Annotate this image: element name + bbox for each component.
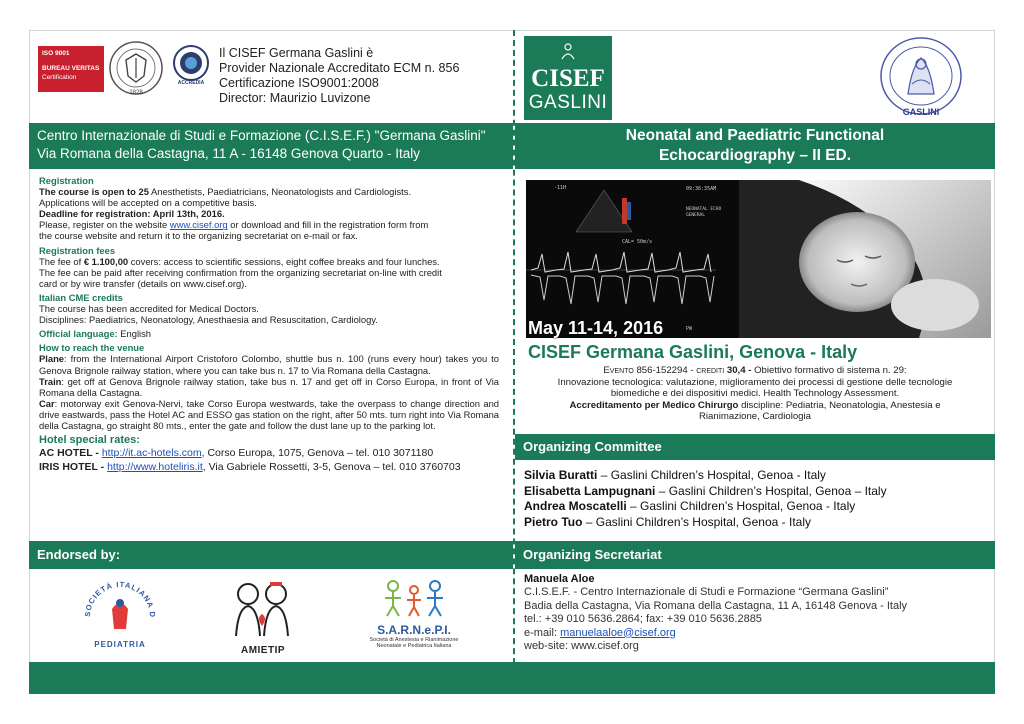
provider-line: Provider Nazionale Accreditato ECM n. 856 [219,61,460,75]
sarnepi-logo [355,578,473,658]
registration-capacity: The course is open to 25 [39,186,149,198]
hotel-item [39,446,499,460]
fees-heading: Registration fees [39,244,116,256]
hotel-link[interactable]: http://www.hoteliris.it [107,461,203,474]
hotel-details: , Via Gabriele Rossetti, 3-5, Genova – tel. 010 3760703 [202,461,461,474]
sip-logo [80,575,160,657]
crediti-value: 30,4 - [724,365,752,376]
iso-badge-line: ISO 9001 [42,50,70,57]
plane-label: Plane [39,353,65,365]
hotel-details: , Corso Europa, 1075, Genova – tel. 010 3071180 [201,447,434,460]
registration-line: Applications will be accepted on a competitive basis. [39,197,257,209]
cisef-logo-bottom: GASLINI [528,92,608,113]
registration-line [39,219,499,230]
accreditation-text: discipline: Pediatria, Neonatologia, Anestesia e [738,399,941,411]
hotel-link[interactable]: http://it.ac-hotels.com [101,447,202,460]
cisef-emblem-icon [558,41,578,61]
train-text: : get off at Genova Brignole railway station, take bus n. 17 and get off in Corso Europa, in front of Via Romana della Castagna. [39,375,499,398]
member-name: Elisabetta Lampugnani [524,483,656,498]
provider-line: Director: Maurizio Luvizone [219,91,371,105]
center-address-band [29,123,513,169]
committee-heading: Organizing Committee [523,439,662,454]
fees-line [39,256,499,267]
plane-text: : from the International Airport Cristoforo Colombo, shuttle bus n. 100 (runs every hour) takes you to Genova Brignole railway station, where you can take bus n. 17 to Via Romana della Castagna. [39,353,499,376]
member-name: Andrea Moscatelli [524,499,627,513]
hotel-name: IRIS HOTEL - [39,461,108,474]
course-title-line1: Neonatal and Paediatric Functional [625,127,885,144]
cisef-gaslini-logo [524,36,612,120]
accredia-label: ACCREDIA [177,80,205,86]
amietip-logo [228,578,298,656]
footer-band [29,662,995,694]
sarnepi-subtitle: Società di Anestesia e Rianimazione [369,637,459,643]
cme-line: The course has been accredited for Medical Doctors. [39,303,259,315]
echo-label: 09:36:35AM [686,186,717,192]
accredia-logo [172,44,210,86]
course-title-band [515,123,995,169]
committee-member [524,499,984,515]
bv-seal-year: 1828 [129,90,143,96]
venue-plane [39,353,499,375]
accreditation-line: Rianimazione, Cardiologia [699,411,811,423]
evento-line [520,365,990,377]
accreditation-line [520,400,990,412]
train-label: Train [39,375,62,387]
fees-text: covers: access to scientific sessions, eight coffee breaks and four lunches. [128,255,440,267]
date-overlay: May 11-14, 2016 [528,318,664,338]
registration-text: Please, register on the website [39,219,170,231]
amietip-label: AMIETIP [240,645,286,656]
cisef-logo-top: CISEF [531,65,605,92]
course-title-line2: Echocardiography – II ED. [658,147,852,164]
registration-audience: Anesthetists, Paediatricians, Neonatologists and Cardiologists. [148,186,412,198]
iso-badge-line: Certification [42,74,77,81]
echo-label: GENERAL [686,213,705,218]
gaslini-seal-label: GASLINI [902,107,940,117]
secretariat-email-line [524,627,984,640]
member-affiliation: – Gaslini Children’s Hospital, Genoa - Italy [626,499,856,513]
sip-bottom-text: PEDIATRIA [94,640,146,649]
sip-pediatria-logo-icon [80,575,160,657]
fees-text: The fee of [39,255,84,267]
fee-amount: € 1.100,00 [83,255,129,267]
innovation-line: biomediche e dei dispositivi medici. Health Technology Assessment. [610,388,900,400]
registration-line [39,186,499,197]
venue-train [39,376,499,398]
secretariat-name: Manuela Aloe [524,573,595,585]
fees-line: card or by wire transfer (details on www.cisef.org). [39,277,247,289]
sarnepi-subtitle: Neonatale e Pediatrica Italiana [376,643,452,649]
sarnepi-title: S.A.R.N.e.P.I. [377,623,451,637]
echo-label: NEONATAL ECHO [686,207,722,212]
committee-member [524,468,984,484]
language-line [39,328,499,339]
crediti-label: crediti [696,365,725,376]
member-affiliation: – Gaslini Children’s Hospital, Genoa - Italy [582,514,812,529]
center-name: Centro Internazionale di Studi e Formazione (C.I.S.E.F.) "Germana Gaslini" [37,128,486,143]
registration-text: or download and fill in the registration form from [227,219,429,231]
committee-member [524,515,984,531]
car-text: : motorway exit Genova-Nervi, take Corso Europa westwards, take the overpass to change direction and drive eastwards, pass the Hotel AC and ESSO gas station on the right, after 50 mts. turn right into Via Romana della Castagna, go straight 80 mts., enter the gate and follow the dust lane up to the parking lot. [39,397,499,431]
secretariat-contact [524,573,984,653]
committee-member [524,484,984,500]
endorsed-heading-band [29,541,513,569]
doppler-waveform-graphic [526,180,739,338]
amietip-figures-icon [228,578,298,640]
member-affiliation: – Gaslini Children’s Hospital, Genoa – Italy [655,483,887,498]
event-accreditation [520,365,990,423]
provider-line: Certificazione ISO9001:2008 [219,76,379,90]
sarnepi-figures-icon [379,578,449,618]
provider-info [219,46,509,106]
hotel-name: AC HOTEL - [39,447,102,460]
evento-code: 856-152294 - [633,365,697,376]
committee-heading-band [515,434,995,460]
fees-line: The fee can be paid after receiving confirmation from the organizing secretariat on-line with credit [39,266,442,278]
secretariat-line: C.I.S.E.F. - Centro Internazionale di Studi e Formazione “Germana Gaslini” [524,586,889,599]
bureau-veritas-logo [38,46,164,96]
cisef-website-link[interactable]: www.cisef.org [169,219,228,231]
echo-image [526,180,739,338]
email-link[interactable]: manuelaaloe@cisef.org [560,626,676,639]
sip-ring-text: SOCIETÀ ITALIANA D [82,579,158,619]
hotel-item [39,460,499,474]
committee-list [524,468,984,530]
secretariat-heading-band [515,541,995,569]
member-name: Silvia Buratti [524,468,598,482]
language-value: English [117,328,152,340]
secretariat-line: Badia della Castagna, Via Romana della Castagna, 11 A, 16148 Genova - Italy [524,599,908,612]
echo-label: PW [686,326,693,332]
event-location: CISEF Germana Gaslini, Genova - Italy [528,342,858,362]
sleeping-baby-graphic [739,180,991,338]
echo-label: CAL= 50m/s [622,239,653,245]
secretariat-web: web-site: www.cisef.org [524,640,639,653]
bureau-veritas-seal [108,40,164,98]
center-address: Via Romana della Castagna, 11 A - 16148 Genova Quarto - Italy [37,146,420,161]
registration-deadline: Deadline for registration: April 13th, 2016. [39,208,225,220]
cme-line: Disciplines: Paediatrics, Neonatology, Anesthaesia and Resuscitation, Cardiology. [39,314,378,326]
cme-heading: Italian CME credits [39,291,123,303]
language-heading: Official language: [39,328,118,340]
endorsed-heading: Endorsed by: [37,547,121,562]
registration-heading: Registration [39,175,94,186]
newborn-photo [739,180,991,338]
accreditation-bold: Accreditamento per Medico Chirurgo [569,399,739,411]
course-info [39,175,499,474]
gaslini-seal-logo [878,36,964,122]
car-label: Car [39,397,55,409]
innovation-line: Innovazione tecnologica: valutazione, miglioramento dei processi di gestione delle tecnologie [557,376,953,388]
obiettivo-text: Obiettivo formativo di sistema n. 29: [751,365,907,376]
secretariat-line: tel.: +39 010 5636.2864; fax: +39 010 5636.2885 [524,613,762,626]
echo-label: -11H [554,185,567,191]
iso-badge-line: BUREAU VERITAS [42,65,100,72]
member-name: Pietro Tuo [524,514,583,529]
hotels-heading: Hotel special rates: [39,434,140,447]
iso-badge [38,46,104,92]
venue-heading: How to reach the venue [39,342,145,354]
email-label: e-mail: [524,626,561,639]
secretariat-heading: Organizing Secretariat [523,547,662,562]
evento-label: Evento [603,365,634,376]
provider-line: Il CISEF Germana Gaslini è [219,46,374,60]
registration-line: the course website and return it to the organizing secretariat on e-mail or fax. [39,230,358,242]
member-affiliation: – Gaslini Children’s Hospital, Genoa - Italy [597,468,826,482]
venue-car [39,398,499,431]
